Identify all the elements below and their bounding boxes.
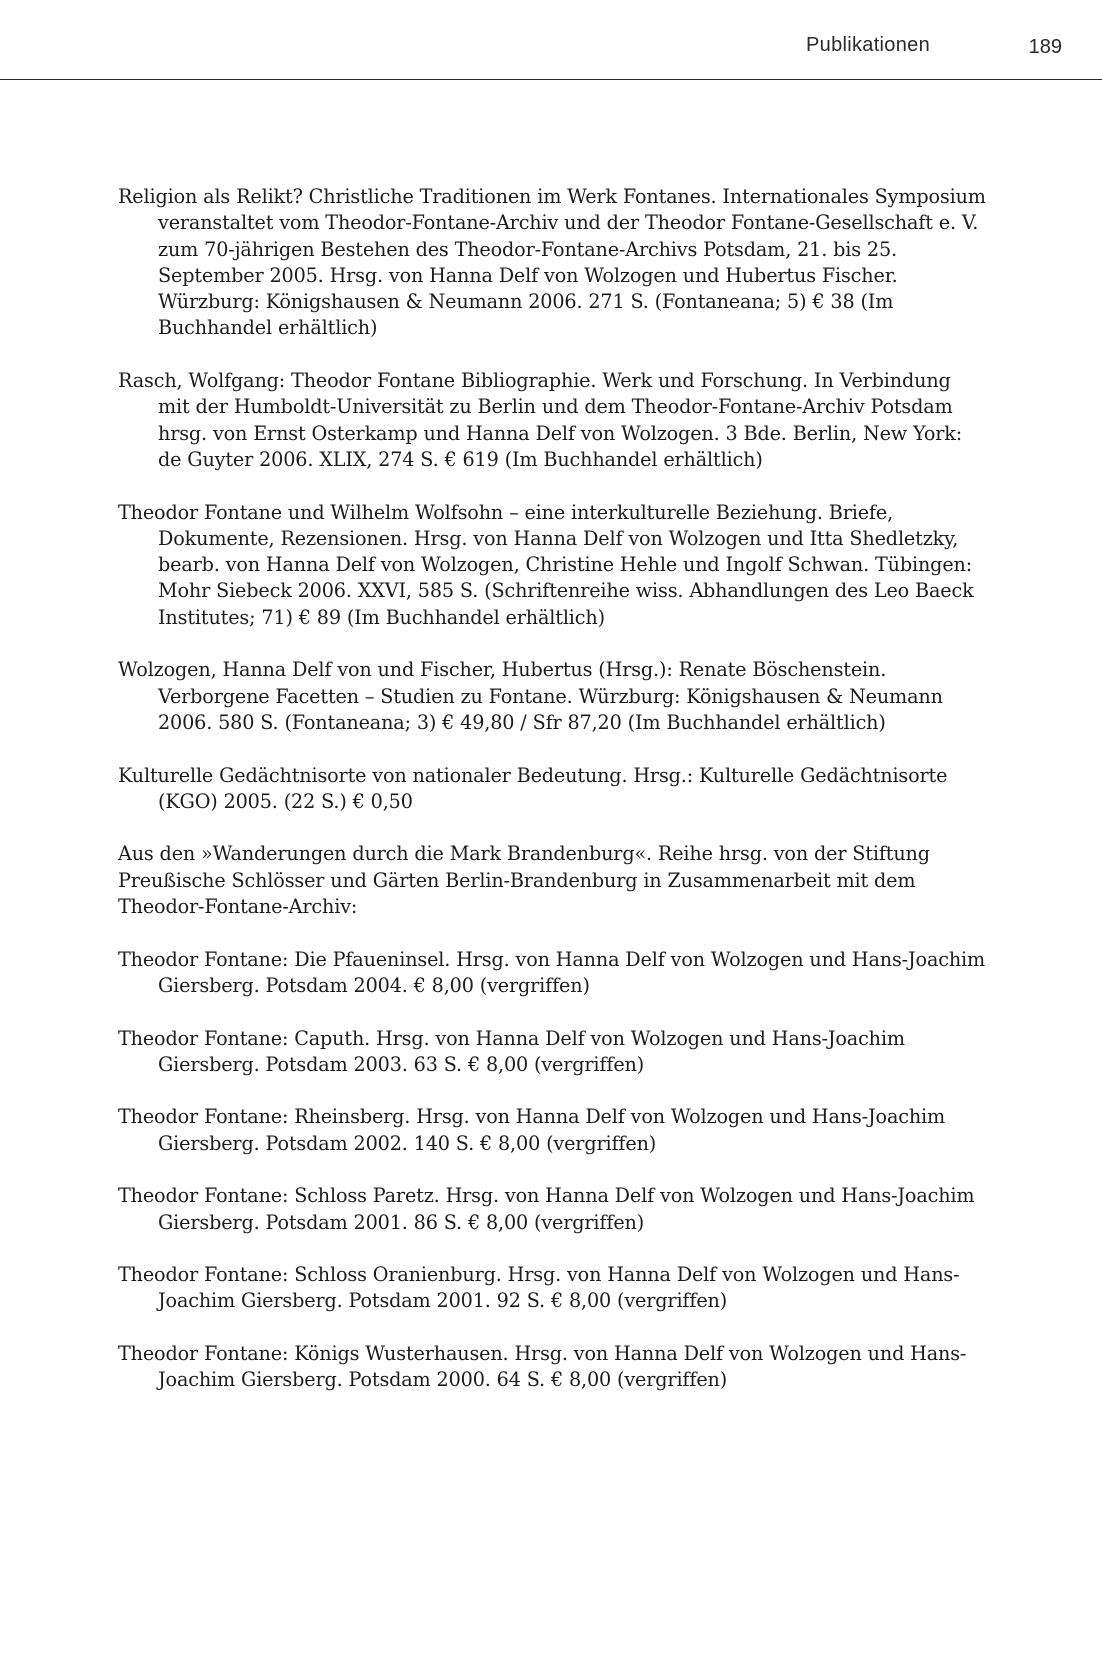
bibliography-entry: Theodor Fontane: Caputh. Hrsg. von Hanna Delf von Wolzogen und Hans-Joachim Giersberg. Potsdam 2003. 63 S. € 8,00 (vergriffen) [118,1026,905,1076]
bibliography-entry: Rasch, Wolfgang: Theodor Fontane Bibliographie. Werk und Forschung. In Verbindung mit der Humboldt-Universität zu Berlin und dem Theodor-Fontane-Archiv Potsdam hrsg. von Ernst Osterkamp und Hanna Delf von Wolzogen. 3 Bde. Berlin, New York: de Guyter 2006. XLIX, 274 S. € 619 (Im Buchhandel erhältlich) [118,369,963,471]
bibliography-entry: Theodor Fontane und Wilhelm Wolfsohn – eine interkulturelle Beziehung. Briefe, Dokumente, Rezensionen. Hrsg. von Hanna Delf von Wolzogen und Itta Shedletzky, bearb. von Hanna Delf von Wolzogen, Christine Hehle und Ingolf Schwan. Tübingen: Mohr Siebeck 2006. XXVI, 585 S. (Schriftenreihe wiss. Abhandlungen des Leo Baeck Institutes; 71) € 89 (Im Buchhandel erhältlich) [118,500,974,629]
publication-list [118,184,988,1420]
running-header [0,0,1102,80]
running-head-title: Publikationen [806,34,930,56]
bibliography-entry: Wolzogen, Hanna Delf von und Fischer, Hubertus (Hrsg.): Renate Böschenstein. Verborgene Facetten – Studien zu Fontane. Würzburg: Königshausen & Neumann 2006. 580 S. (Fontaneana; 3) € 49,80 / Sfr 87,20 (Im Buchhandel erhältlich) [118,658,943,734]
bibliography-entry: Theodor Fontane: Die Pfaueninsel. Hrsg. von Hanna Delf von Wolzogen und Hans-Joachim Giersberg. Potsdam 2004. € 8,00 (vergriffen) [118,947,986,997]
bibliography-entry: Theodor Fontane: Schloss Paretz. Hrsg. von Hanna Delf von Wolzogen und Hans-Joachim Giersberg. Potsdam 2001. 86 S. € 8,00 (vergriffen) [118,1184,975,1234]
bibliography-entry: Theodor Fontane: Königs Wusterhausen. Hrsg. von Hanna Delf von Wolzogen und Hans-Joachim Giersberg. Potsdam 2000. 64 S. € 8,00 (vergriffen) [118,1342,967,1392]
page-number: 189 [1028,36,1062,58]
bibliography-entry: Theodor Fontane: Rheinsberg. Hrsg. von Hanna Delf von Wolzogen und Hans-Joachim Giersberg. Potsdam 2002. 140 S. € 8,00 (vergriffen) [118,1105,946,1155]
bibliography-entry: Religion als Relikt? Christliche Traditionen im Werk Fontanes. Internationales Symposium veranstaltet vom Theodor-Fontane-Archiv und der Theodor Fontane-Gesellschaft e. V. zum 70-jährigen Bestehen des Theodor-Fontane-Archivs Potsdam, 21. bis 25. September 2005. Hrsg. von Hanna Delf von Wolzogen und Hubertus Fischer. Würzburg: Königshausen & Neumann 2006. 271 S. (Fontaneana; 5) € 38 (Im Buchhandel erhältlich) [118,185,986,340]
series-intro: Aus den »Wanderungen durch die Mark Brandenburg«. Reihe hrsg. von der Stiftung Preußische Schlösser und Gärten Berlin-Brandenburg in Zusammenarbeit mit dem Theodor-Fontane-Archiv: [118,842,930,919]
bibliography-entry: Theodor Fontane: Schloss Oranienburg. Hrsg. von Hanna Delf von Wolzogen und Hans-Joachim Giersberg. Potsdam 2001. 92 S. € 8,00 (vergriffen) [118,1263,960,1313]
bibliography-entry: Kulturelle Gedächtnisorte von nationaler Bedeutung. Hrsg.: Kulturelle Gedächtnisorte (KGO) 2005. (22 S.) € 0,50 [118,763,948,813]
